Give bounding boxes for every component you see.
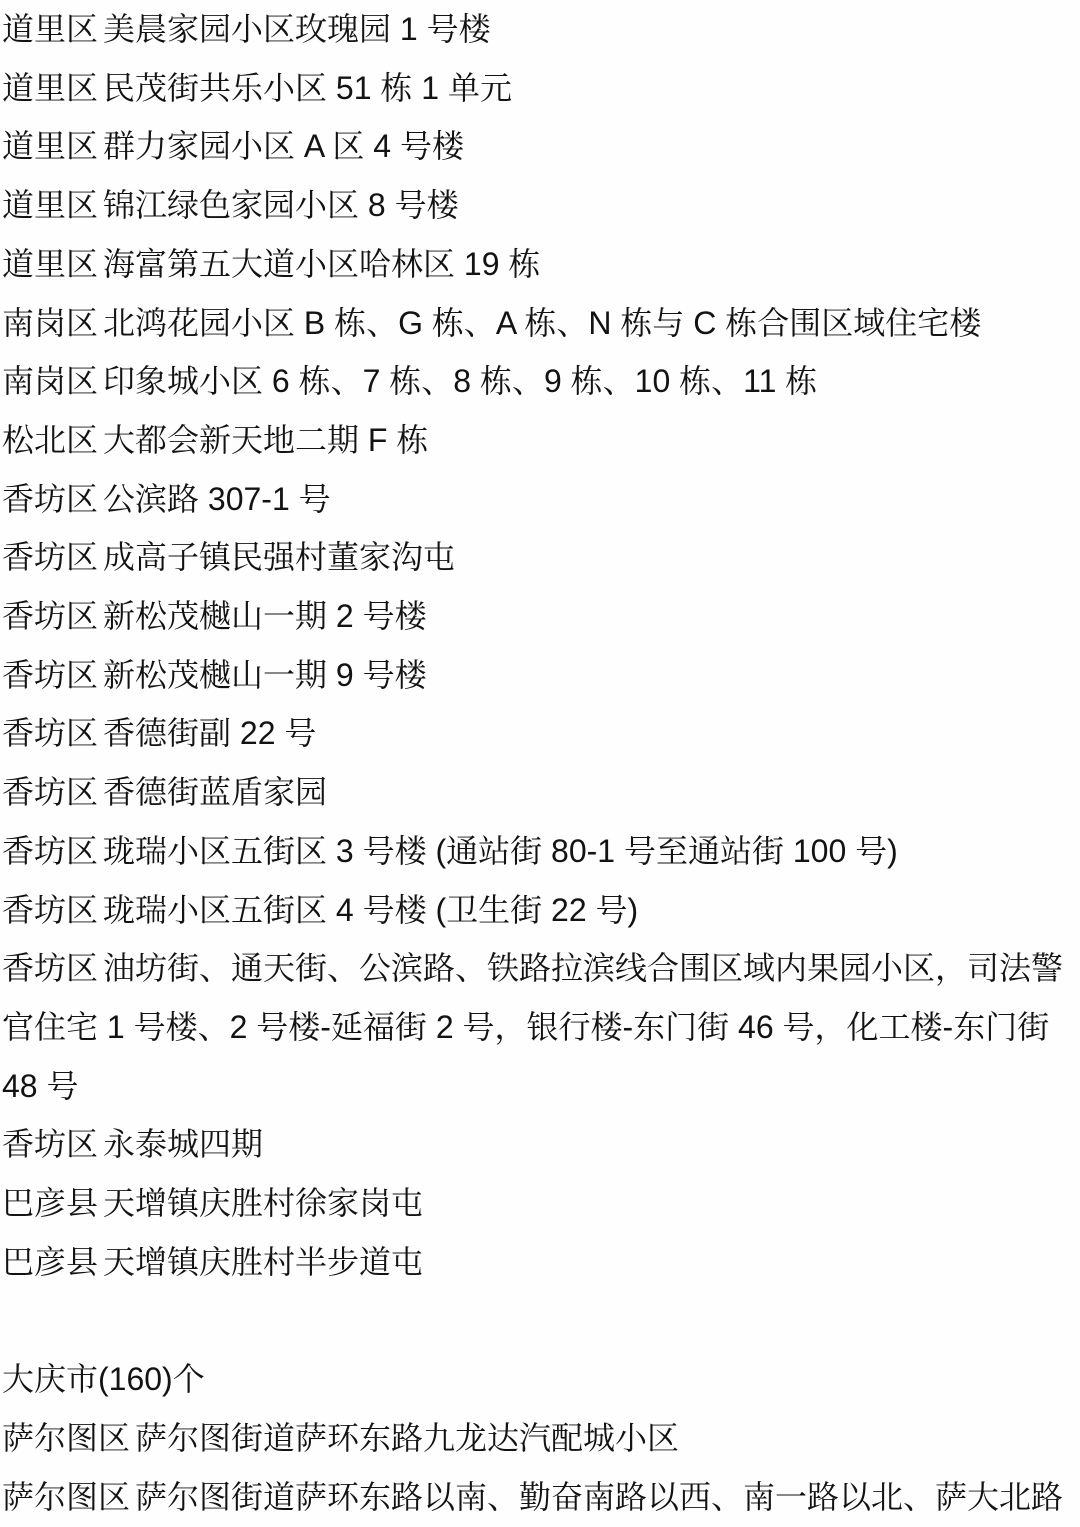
district-label: 香坊区: [2, 480, 99, 517]
address-text: 香德街蓝盾家园: [103, 774, 328, 811]
address-text: 公滨路 307-1 号: [103, 480, 331, 517]
section-gap: [2, 1291, 1080, 1350]
list-item: [2, 704, 1080, 763]
address-text: 萨尔图街道萨环东路九龙达汽配城小区: [135, 1419, 680, 1456]
daqing-section-header: 大庆市(160)个: [2, 1361, 205, 1398]
address-text: 永泰城四期: [103, 1126, 264, 1163]
address-text: 民茂街共乐小区 51 栋 1 单元: [103, 69, 512, 106]
district-label: 香坊区: [2, 715, 99, 752]
daqing-list: [2, 1409, 1080, 1526]
list-item: [2, 587, 1080, 646]
district-label: 香坊区: [2, 656, 99, 693]
district-label: 南岗区: [2, 363, 99, 400]
list-item: [2, 470, 1080, 529]
list-item: [2, 1409, 1080, 1468]
list-item: [2, 294, 1080, 353]
address-text: 群力家园小区 A 区 4 号楼: [103, 128, 464, 165]
harbin-list: [2, 0, 1080, 1291]
district-label: 萨尔图区: [2, 1478, 131, 1515]
district-label: 香坊区: [2, 539, 99, 576]
address-text: 海富第五大道小区哈林区 19 栋: [103, 245, 541, 282]
address-text: 油坊街、通天街、公滨路、铁路拉滨线合围区域内果园小区，司法警官住宅 1 号楼、2 号楼-延福街 2 号，银行楼-东门街 46 号，化工楼-东门街 48 号: [2, 950, 1064, 1104]
list-item: [2, 646, 1080, 705]
district-label: 香坊区: [2, 891, 99, 928]
address-text: 锦江绿色家园小区 8 号楼: [103, 187, 459, 224]
list-item: [2, 939, 1080, 1115]
address-text: 北鸿花园小区 B 栋、G 栋、A 栋、N 栋与 C 栋合围区域住宅楼: [103, 304, 982, 341]
district-label: 道里区: [2, 187, 99, 224]
district-label: 巴彦县: [2, 1185, 99, 1222]
district-label: 道里区: [2, 245, 99, 282]
district-label: 香坊区: [2, 832, 99, 869]
address-text: 美晨家园小区玫瑰园 1 号楼: [103, 11, 491, 47]
list-item: [2, 176, 1080, 235]
address-text: 大都会新天地二期 F 栋: [103, 421, 429, 458]
address-text: 香德街副 22 号: [103, 715, 317, 752]
list-item: [2, 117, 1080, 176]
list-item: [2, 0, 1080, 59]
address-text: 印象城小区 6 栋、7 栋、8 栋、9 栋、10 栋、11 栋: [103, 363, 818, 400]
address-text: 珑瑞小区五街区 3 号楼 (通站街 80-1 号至通站街 100 号): [103, 832, 898, 869]
list-item: [2, 881, 1080, 940]
district-label: 巴彦县: [2, 1243, 99, 1280]
list-item: [2, 528, 1080, 587]
address-text: 天增镇庆胜村徐家岗屯: [103, 1185, 424, 1222]
list-item: [2, 1115, 1080, 1174]
district-label: 松北区: [2, 421, 99, 458]
list-item: [2, 352, 1080, 411]
address-text: 新松茂樾山一期 9 号楼: [103, 656, 427, 693]
district-label: 香坊区: [2, 950, 99, 987]
list-item: [2, 235, 1080, 294]
district-label: 萨尔图区: [2, 1419, 131, 1456]
district-label: 南岗区: [2, 304, 99, 341]
list-item: [2, 59, 1080, 118]
list-item: [2, 411, 1080, 470]
district-label: 香坊区: [2, 598, 99, 635]
list-item: [2, 1468, 1080, 1527]
district-label: 道里区: [2, 69, 99, 106]
address-text: 成高子镇民强村董家沟屯: [103, 539, 456, 576]
address-text: 萨尔图街道萨环东路以南、勤奋南路以西、南一路以北、萨大北路: [135, 1478, 1064, 1515]
district-label: 道里区: [2, 128, 99, 165]
list-item: [2, 822, 1080, 881]
address-text: 新松茂樾山一期 2 号楼: [103, 598, 427, 635]
address-text: 天增镇庆胜村半步道屯: [103, 1243, 424, 1280]
district-label: 香坊区: [2, 774, 99, 811]
district-label: 道里区: [2, 11, 99, 47]
list-item: [2, 763, 1080, 822]
list-item: [2, 1233, 1080, 1292]
address-text: 珑瑞小区五街区 4 号楼 (卫生街 22 号): [103, 891, 639, 928]
list-item: [2, 1174, 1080, 1233]
district-label: 香坊区: [2, 1126, 99, 1163]
